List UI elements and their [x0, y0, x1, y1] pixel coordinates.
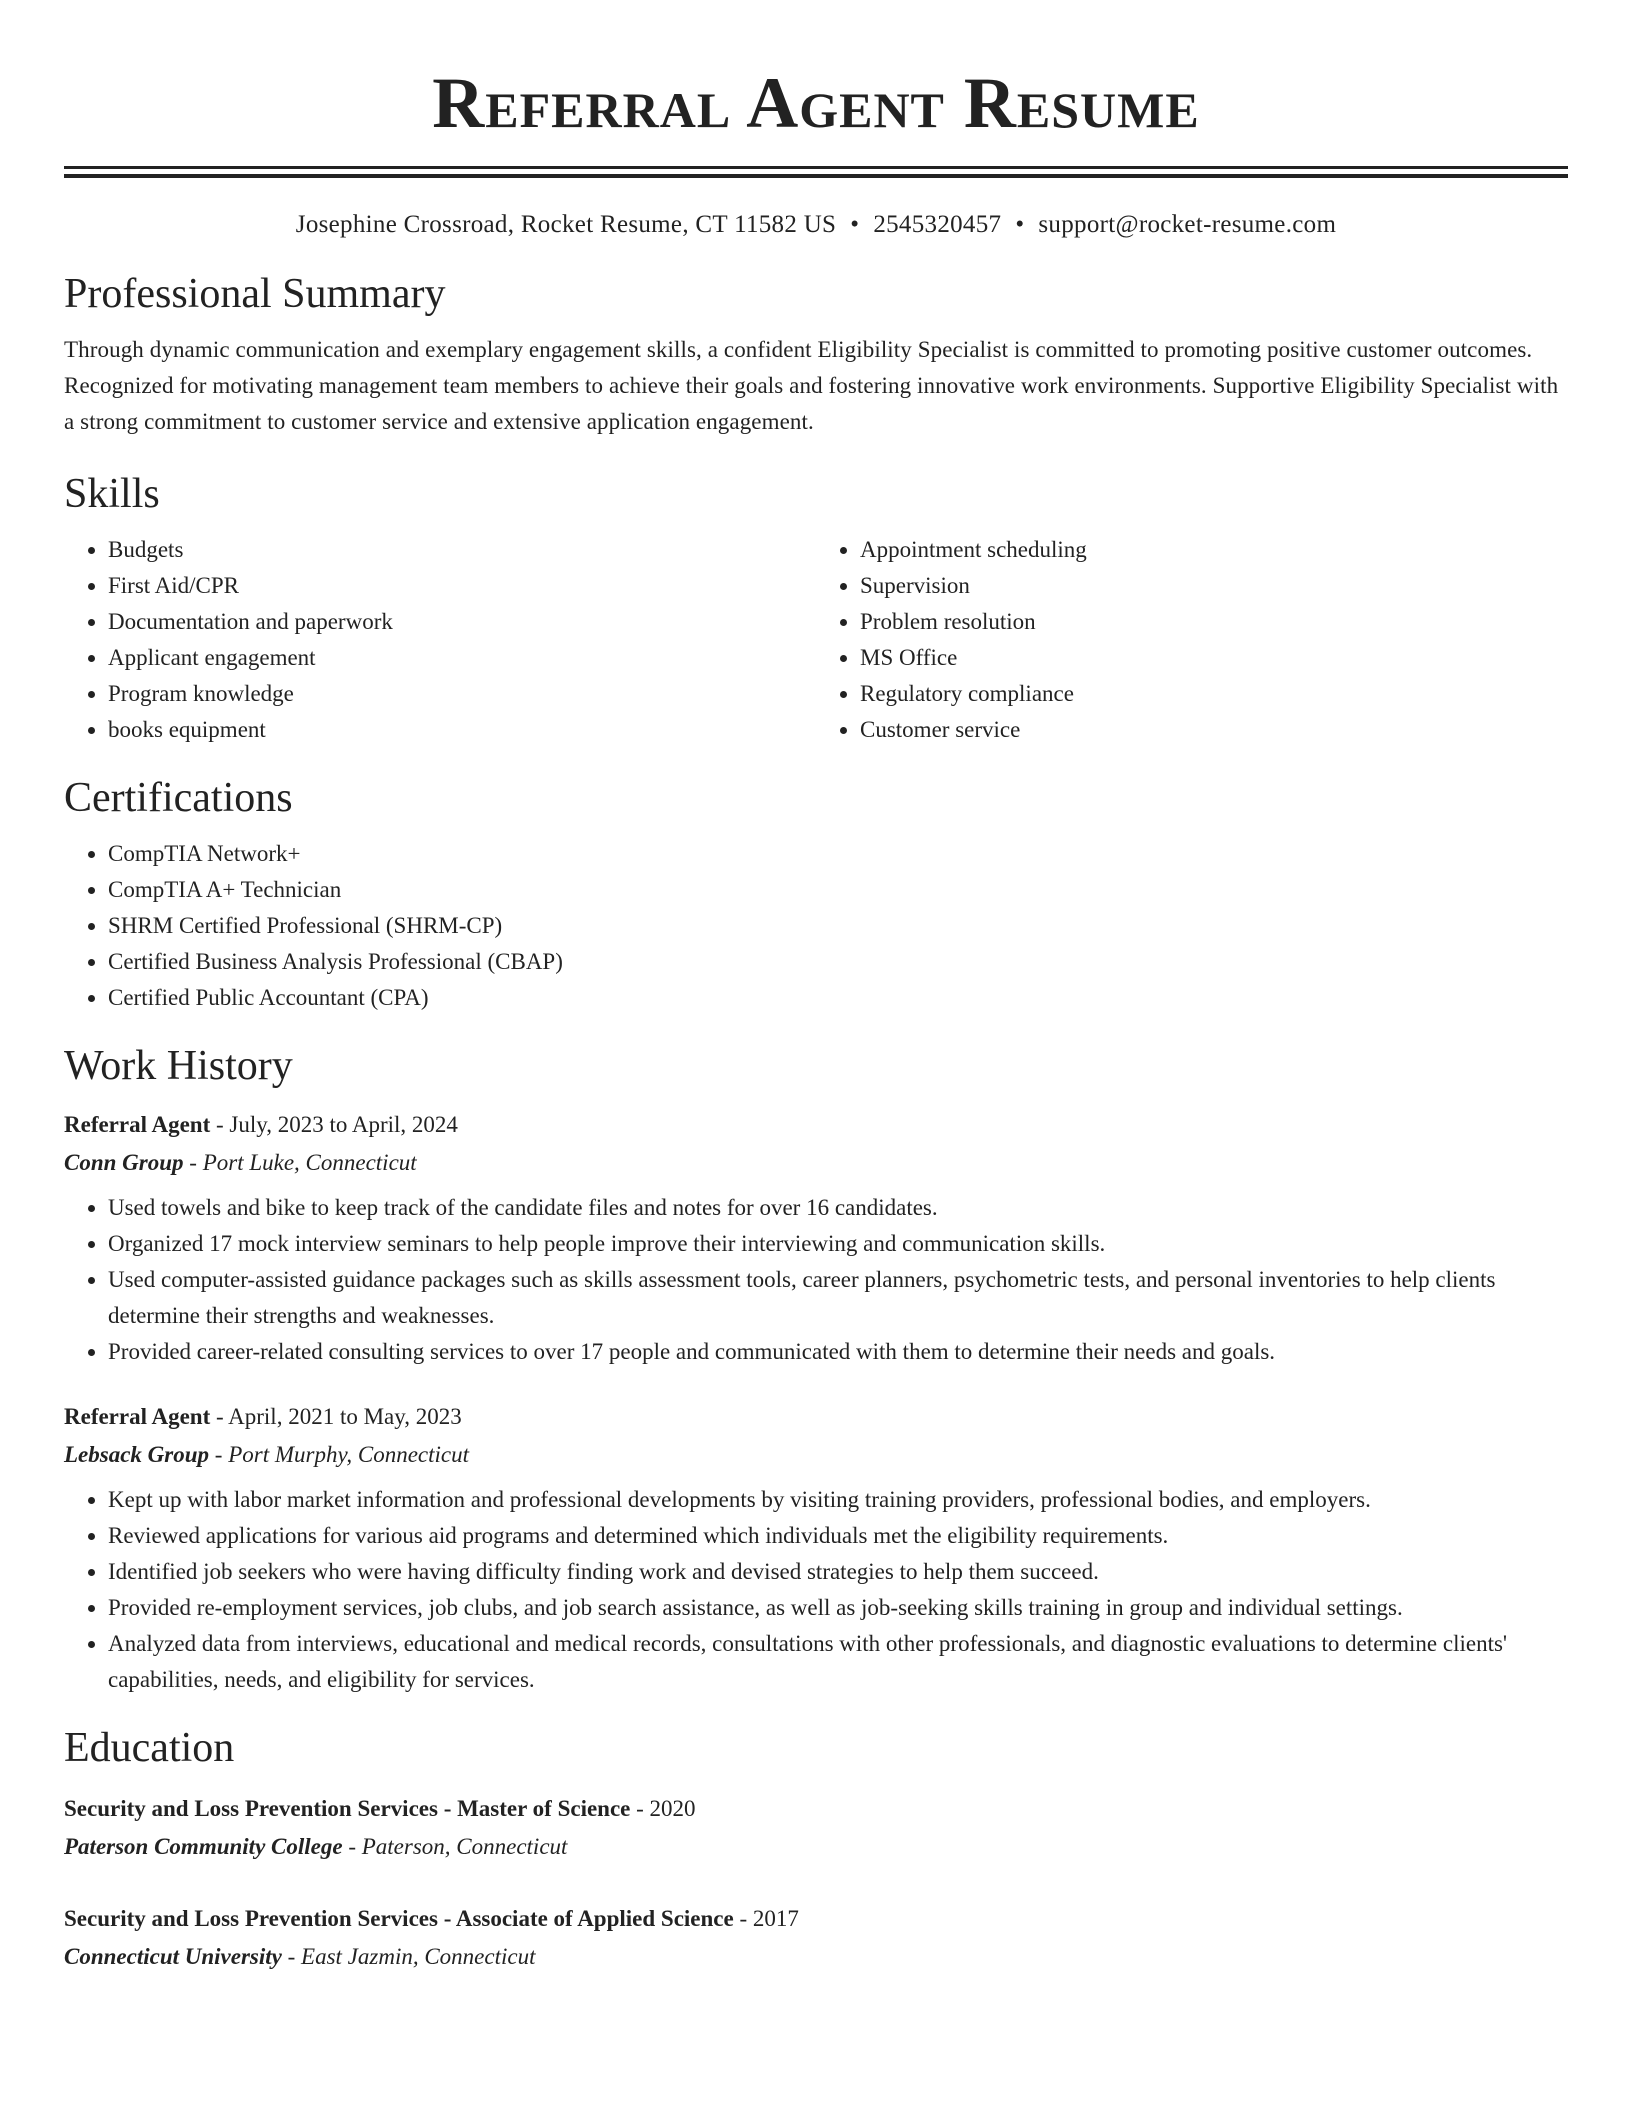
job-entry [64, 1398, 1568, 1698]
contact-separator: • [850, 211, 860, 238]
education-location: - Paterson, Connecticut [342, 1834, 568, 1859]
section-heading-skills: Skills [64, 471, 160, 517]
certification-item: • Certified Business Analysis Professional (CBAP) [108, 944, 1568, 980]
job-location: - Port Murphy, Connecticut [209, 1442, 470, 1467]
education-year: - 2020 [630, 1796, 696, 1821]
job-company: Conn Group [64, 1150, 184, 1175]
contact-phone: 2545320457 [873, 211, 1002, 238]
contact-separator: • [1015, 211, 1025, 238]
section-heading-summary: Professional Summary [64, 271, 446, 317]
job-location: - Port Luke, Connecticut [183, 1150, 417, 1175]
job-bullet: • Provided re-employment services, job clubs, and job search assistance, as well as job-seeking skills training in group and individual settings. [108, 1590, 1568, 1626]
section-heading-work-history: Work History [64, 1043, 293, 1089]
education-location: - East Jazmin, Connecticut [281, 1944, 536, 1969]
job-dates: - July, 2023 to April, 2024 [210, 1112, 458, 1137]
skill-item: • Supervision [860, 568, 1568, 604]
job-header [64, 1106, 1568, 1144]
skill-item: • MS Office [860, 640, 1568, 676]
education-year: - 2017 [733, 1906, 799, 1931]
job-bullet: • Used towels and bike to keep track of the candidate files and notes for over 16 candidates. [108, 1190, 1568, 1226]
job-company: Lebsack Group [64, 1442, 210, 1467]
education-degree: Security and Loss Prevention Services - Associate of Applied Science [64, 1906, 734, 1931]
contact-email: support@rocket-resume.com [1038, 211, 1337, 238]
summary-text: Through dynamic communication and exemplary engagement skills, a confident Eligibility Specialist is committed to promoting positive customer outcomes. Recognized for motivating management team members to achieve their goals and fostering innovative work environments. Supportive Eligibility Specialist with a strong commitment to customer service and extensive application engagement. [64, 337, 1559, 434]
education-header [64, 1790, 1568, 1828]
education-school-line [64, 1828, 1568, 1866]
skills-columns [64, 532, 1568, 748]
title-divider [64, 166, 1568, 178]
job-entry [64, 1106, 1568, 1370]
skill-item: • First Aid/CPR [108, 568, 816, 604]
job-bullet: • Kept up with labor market information and professional developments by visiting training providers, professional bodies, and employers. [108, 1482, 1568, 1518]
section-heading-education: Education [64, 1725, 235, 1771]
job-bullets [64, 1190, 1568, 1370]
job-bullet: • Reviewed applications for various aid programs and determined which individuals met the eligibility requirements. [108, 1518, 1568, 1554]
skill-item: • Problem resolution [860, 604, 1568, 640]
education-entry [64, 1900, 1568, 1976]
job-company-line [64, 1144, 1568, 1182]
job-header [64, 1398, 1568, 1436]
certifications-list [64, 836, 1568, 1016]
job-company-line [64, 1436, 1568, 1474]
skill-item: • Documentation and paperwork [108, 604, 816, 640]
education-school-line [64, 1938, 1568, 1976]
skill-item: • Budgets [108, 532, 816, 568]
section-heading-certifications: Certifications [64, 775, 293, 821]
skill-item: • Applicant engagement [108, 640, 816, 676]
certification-item: • CompTIA Network+ [108, 836, 1568, 872]
skill-item: • books equipment [108, 712, 816, 748]
job-dates: - April, 2021 to May, 2023 [210, 1404, 462, 1429]
skills-list-left [64, 532, 816, 748]
education-school: Connecticut University [64, 1944, 282, 1969]
skills-list-right [816, 532, 1568, 748]
skill-item: • Regulatory compliance [860, 676, 1568, 712]
skill-item: • Program knowledge [108, 676, 816, 712]
skill-item: • Appointment scheduling [860, 532, 1568, 568]
education-header [64, 1900, 1568, 1938]
contact-line [64, 208, 1568, 242]
education-degree: Security and Loss Prevention Services - Master of Science [64, 1796, 631, 1821]
job-bullet: • Organized 17 mock interview seminars to help people improve their interviewing and communication skills. [108, 1226, 1568, 1262]
contact-address: Josephine Crossroad, Rocket Resume, CT 11582 US [295, 211, 837, 238]
job-bullet: • Provided career-related consulting services to over 17 people and communicated with them to determine their needs and goals. [108, 1334, 1568, 1370]
certification-item: • Certified Public Accountant (CPA) [108, 980, 1568, 1016]
education-entry [64, 1790, 1568, 1866]
job-title: Referral Agent [64, 1112, 211, 1137]
job-bullet: • Analyzed data from interviews, educational and medical records, consultations with other professionals, and diagnostic evaluations to determine clients' capabilities, needs, and eligibility for services. [108, 1626, 1568, 1698]
job-bullet: • Used computer-assisted guidance packages such as skills assessment tools, career planners, psychometric tests, and personal inventories to help clients determine their strengths and weaknesses. [108, 1262, 1568, 1334]
skill-item: • Customer service [860, 712, 1568, 748]
job-bullets [64, 1482, 1568, 1698]
certification-item: • SHRM Certified Professional (SHRM-CP) [108, 908, 1568, 944]
certification-item: • CompTIA A+ Technician [108, 872, 1568, 908]
education-school: Paterson Community College [64, 1834, 343, 1859]
page-title: Referral Agent Resume [432, 63, 1200, 143]
job-bullet: • Identified job seekers who were having difficulty finding work and devised strategies to help them succeed. [108, 1554, 1568, 1590]
job-title: Referral Agent [64, 1404, 211, 1429]
